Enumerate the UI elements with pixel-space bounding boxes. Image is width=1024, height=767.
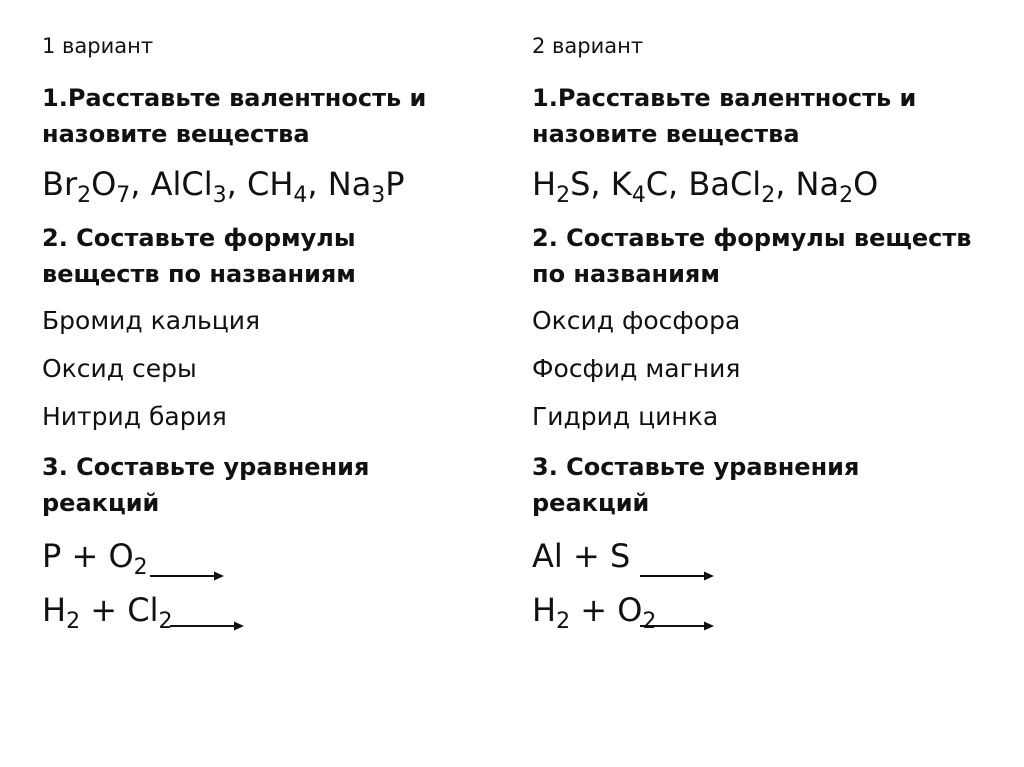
variant-2-heading: 2 вариант: [532, 34, 644, 58]
task-3-line-2: реакций: [532, 489, 650, 517]
reaction-equation: [532, 536, 630, 576]
formula-list: [42, 164, 405, 208]
task-1-line-1: 1.Расставьте валентность и: [42, 84, 427, 112]
formula-text: H: [532, 591, 557, 629]
reaction-equation: [42, 590, 173, 634]
formula-subscript: 3: [212, 183, 227, 208]
task-3-line-1: 3. Составьте уравнения: [532, 453, 860, 481]
formula-list: [532, 164, 879, 208]
variant-1-heading: 1 вариант: [42, 34, 154, 58]
formula-text: , AlCl: [130, 165, 213, 203]
formula-text: + O: [570, 591, 643, 629]
formula-subscript: 2: [158, 609, 173, 634]
reaction-equation: [532, 590, 657, 634]
formula-text: , CH: [226, 165, 294, 203]
substance-name: Фосфид магния: [532, 354, 741, 383]
task-1-line-2: назовите вещества: [42, 120, 310, 148]
task-1-line-2: назовите вещества: [532, 120, 800, 148]
reaction-arrow-icon: [150, 570, 224, 582]
formula-subscript: 2: [133, 555, 148, 580]
formula-text: H: [42, 591, 67, 629]
reaction-arrow-icon: [640, 570, 714, 582]
formula-text: P: [385, 165, 405, 203]
formula-subscript: 2: [66, 609, 81, 634]
formula-text: , Na: [775, 165, 840, 203]
task-1-line-1: 1.Расставьте валентность и: [532, 84, 917, 112]
formula-subscript: 3: [371, 183, 386, 208]
task-2-line-2: по названиям: [532, 260, 720, 288]
formula-text: , Na: [307, 165, 372, 203]
substance-name: Бромид кальция: [42, 306, 261, 335]
formula-text: + Cl: [80, 591, 159, 629]
task-2-line-1: 2. Составьте формулы веществ: [532, 224, 972, 252]
formula-text: H: [532, 165, 557, 203]
formula-text: S, K: [570, 165, 632, 203]
formula-text: Br: [42, 165, 78, 203]
formula-text: Al + S: [532, 537, 631, 575]
formula-subscript: 4: [293, 183, 308, 208]
formula-text: C, BaCl: [645, 165, 762, 203]
substance-name: Оксид фосфора: [532, 306, 741, 335]
substance-name: Нитрид бария: [42, 402, 227, 431]
substance-name: Гидрид цинка: [532, 402, 719, 431]
formula-subscript: 2: [77, 183, 92, 208]
reaction-arrow-icon: [640, 620, 714, 632]
formula-subscript: 7: [116, 183, 131, 208]
task-3-line-2: реакций: [42, 489, 160, 517]
formula-subscript: 4: [631, 183, 646, 208]
formula-subscript: 2: [556, 609, 571, 634]
substance-name: Оксид серы: [42, 354, 197, 383]
formula-subscript: 2: [839, 183, 854, 208]
reaction-arrow-icon: [170, 620, 244, 632]
formula-text: O: [853, 165, 879, 203]
formula-subscript: 2: [761, 183, 776, 208]
variant-2-column: [532, 0, 1020, 767]
task-2-line-2: веществ по названиям: [42, 260, 356, 288]
formula-text: O: [91, 165, 117, 203]
reaction-equation: [42, 536, 148, 580]
formula-subscript: 2: [556, 183, 571, 208]
task-3-line-1: 3. Составьте уравнения: [42, 453, 370, 481]
formula-text: P + O: [42, 537, 134, 575]
task-2-line-1: 2. Составьте формулы: [42, 224, 356, 252]
formula-subscript: 2: [642, 609, 657, 634]
variant-1-column: [42, 0, 522, 767]
